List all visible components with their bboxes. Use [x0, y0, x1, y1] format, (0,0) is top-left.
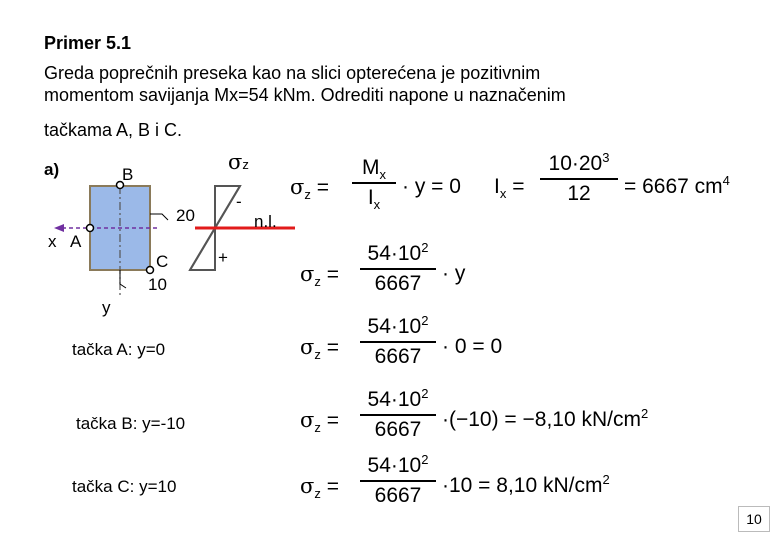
sigma-formula-tail: · y [442, 262, 466, 285]
point-a-label: A [70, 232, 82, 251]
inertia-symbol: I [367, 185, 374, 209]
part-label: a) [44, 160, 60, 179]
equals-sign: = [316, 176, 329, 199]
sigma-symbol: σ [300, 335, 315, 359]
equals-sign: = [326, 336, 339, 359]
dimension-10: 10 [148, 275, 167, 294]
sigma-fraction [360, 242, 436, 296]
inertia-formula-lhs [494, 175, 525, 202]
sigma-symbol: σ [300, 474, 315, 498]
inertia-subscript: x [499, 186, 507, 202]
fraction-denominator: 6667 [374, 271, 422, 295]
stress-diagram-title [228, 150, 249, 174]
moment-symbol: M [362, 156, 380, 179]
fraction-denominator: 6667 [374, 344, 422, 368]
fraction-numerator: 54·10 [367, 315, 422, 338]
sigma-subscript: z [242, 157, 249, 172]
sigma-subscript: z [314, 274, 321, 290]
point-c-value: ·10 = 8,10 kN/cm [442, 474, 603, 497]
point-b-fraction [360, 388, 436, 442]
sigma-symbol: σ [228, 150, 243, 174]
x-axis-arrow [54, 224, 64, 232]
point-b-lhs [300, 408, 339, 436]
neutral-line-label: n.l. [254, 212, 277, 231]
point-a-dot [87, 225, 94, 232]
problem-line-3: tačkama A, B i C. [44, 120, 183, 140]
plus-sign: + [218, 248, 228, 267]
inertia-fraction [540, 152, 618, 206]
fraction-numerator: 54·10 [367, 388, 422, 411]
sigma-symbol: σ [300, 262, 315, 286]
numerator-exponent: 2 [421, 240, 429, 255]
minus-sign: - [236, 192, 242, 211]
inertia-symbol: I [494, 175, 500, 198]
point-c-condition: tačka C: y=10 [72, 477, 177, 496]
numerator-exponent: 2 [421, 452, 429, 467]
inertia-denominator: 12 [567, 181, 591, 205]
unit-exponent: 2 [602, 472, 610, 487]
point-b-value: ·(−10) = −8,10 kN/cm [442, 408, 641, 431]
x-axis-label: x [48, 232, 57, 251]
general-formula-lhs [290, 175, 329, 203]
sigma-symbol: σ [300, 408, 315, 432]
fraction-numerator: 54·10 [367, 242, 422, 265]
point-b-result [442, 408, 648, 432]
point-c-dot [147, 267, 154, 274]
general-formula-fraction [352, 156, 396, 210]
inertia-numerator: 10·20 [548, 152, 603, 175]
point-a-result: · 0 = 0 [442, 335, 503, 358]
sigma-subscript: z [314, 486, 321, 502]
problem-line-2: momentom savijanja Mx=54 kNm. Odrediti napone u naznačenim [44, 85, 566, 105]
point-b-condition: tačka B: y=-10 [76, 414, 186, 433]
fraction-denominator: 6667 [374, 417, 422, 441]
unit-exponent: 4 [722, 173, 730, 188]
equals-sign: = [326, 263, 339, 286]
dimension-20: 20 [176, 206, 195, 225]
equals-sign: = [326, 409, 339, 432]
y-axis-label: y [102, 298, 111, 317]
sigma-subscript: z [314, 420, 321, 436]
sigma-formula-lhs [300, 262, 339, 290]
point-c-fraction [360, 454, 436, 508]
numerator-exponent: 2 [421, 386, 429, 401]
page-number: 10 [738, 506, 770, 532]
numerator-exponent: 3 [602, 150, 610, 165]
equals-sign: = [512, 175, 525, 198]
sigma-symbol: σ [290, 175, 305, 199]
sigma-subscript: z [304, 187, 311, 203]
point-a-condition: tačka A: y=0 [72, 340, 166, 359]
unit-exponent: 2 [641, 406, 649, 421]
general-formula-tail: · y = 0 [402, 175, 461, 198]
point-c-result [442, 474, 610, 498]
fraction-denominator: 6667 [374, 483, 422, 507]
dim-20-leader [150, 214, 168, 220]
point-c-lhs [300, 474, 339, 502]
dim-10-leader [120, 270, 126, 288]
problem-line-1: Greda poprečnih preseka kao na slici opterećena je pozitivnim [44, 63, 541, 83]
inertia-subscript: x [373, 196, 381, 212]
sigma-subscript: z [314, 347, 321, 363]
moment-subscript: x [379, 167, 386, 183]
fraction-numerator: 54·10 [367, 454, 422, 477]
numerator-exponent: 2 [421, 313, 429, 328]
inertia-value: = 6667 cm [624, 175, 723, 198]
point-b-label: B [122, 165, 134, 184]
point-a-lhs [300, 335, 339, 363]
example-title: Primer 5.1 [44, 33, 132, 53]
point-c-label: C [156, 252, 169, 271]
equals-sign: = [326, 475, 339, 498]
point-a-fraction [360, 315, 436, 369]
inertia-result [624, 175, 730, 199]
